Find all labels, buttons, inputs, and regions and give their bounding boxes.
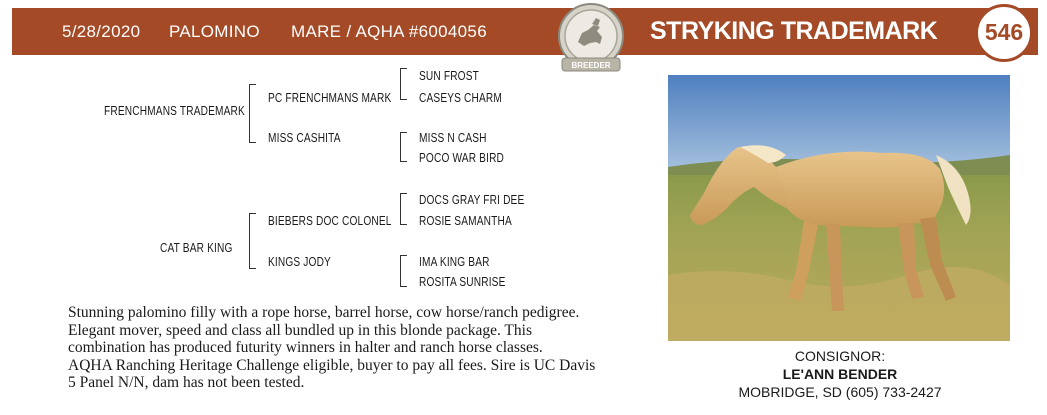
header-banner xyxy=(12,8,1038,55)
consignor-name: LE'ANN BENDER xyxy=(782,366,898,382)
description-line: Elegant mover, speed and class all bundled up in this blonde package. This xyxy=(68,321,532,339)
registration: MARE / AQHA #6004056 xyxy=(291,22,487,41)
breeder-seal-icon xyxy=(556,2,626,74)
description-line: AQHA Ranching Heritage Challenge eligible, buyer to pay all fees. Sire is UC Davis xyxy=(68,356,596,374)
consignor-label: CONSIGNOR: xyxy=(794,348,886,364)
sire-sire-bracket xyxy=(400,68,407,100)
pedigree-sire: FRENCHMANS TRADEMARK xyxy=(104,103,245,118)
pedigree-dam-sire: BIEBERS DOC COLONEL xyxy=(268,213,392,228)
pedigree-dam-dam: KINGS JODY xyxy=(268,254,331,269)
description-line: combination has produced futurity winners in halter and ranch horse classes. xyxy=(68,339,543,356)
horse-photo xyxy=(668,75,1010,341)
horse-color: PALOMINO xyxy=(169,22,260,41)
pedigree-sire-sire-dam: CASEYS CHARM xyxy=(419,90,503,105)
sire-dam-bracket xyxy=(400,132,407,162)
pedigree-dam: CAT BAR KING xyxy=(160,240,233,255)
description-line: 5 Panel N/N, dam has not been tested. xyxy=(68,374,305,391)
pedigree-sire-dam-dam: POCO WAR BIRD xyxy=(419,150,505,165)
pedigree-dam-dam-dam: ROSITA SUNRISE xyxy=(419,274,506,289)
pedigree-dam-dam-sire: IMA KING BAR xyxy=(419,254,490,269)
pedigree-sire-sire-sire: SUN FROST xyxy=(419,68,479,83)
description-line: Stunning palomino filly with a rope horse, barrel horse, cow horse/ranch pedigree. xyxy=(68,304,580,321)
lot-number: 546 xyxy=(975,4,1033,62)
pedigree-sire-sire: PC FRENCHMANS MARK xyxy=(268,90,392,105)
pedigree-dam-sire-sire: DOCS GRAY FRI DEE xyxy=(419,192,525,207)
dam-dam-bracket xyxy=(400,255,407,287)
sire-bracket xyxy=(249,84,256,143)
pedigree-dam-sire-dam: ROSIE SAMANTHA xyxy=(419,213,512,228)
horse-name: STRYKING TRADEMARK xyxy=(650,17,938,45)
pedigree-sire-dam-sire: MISS N CASH xyxy=(419,130,487,145)
description xyxy=(68,304,648,392)
consignor-location: MOBRIDGE, SD (605) 733-2427 xyxy=(738,384,942,400)
pedigree-sire-dam: MISS CASHITA xyxy=(268,130,341,145)
dam-sire-bracket xyxy=(400,193,407,225)
seal-text: BREEDER xyxy=(571,61,611,70)
sale-date: 5/28/2020 xyxy=(62,22,141,41)
dam-bracket xyxy=(249,213,256,269)
